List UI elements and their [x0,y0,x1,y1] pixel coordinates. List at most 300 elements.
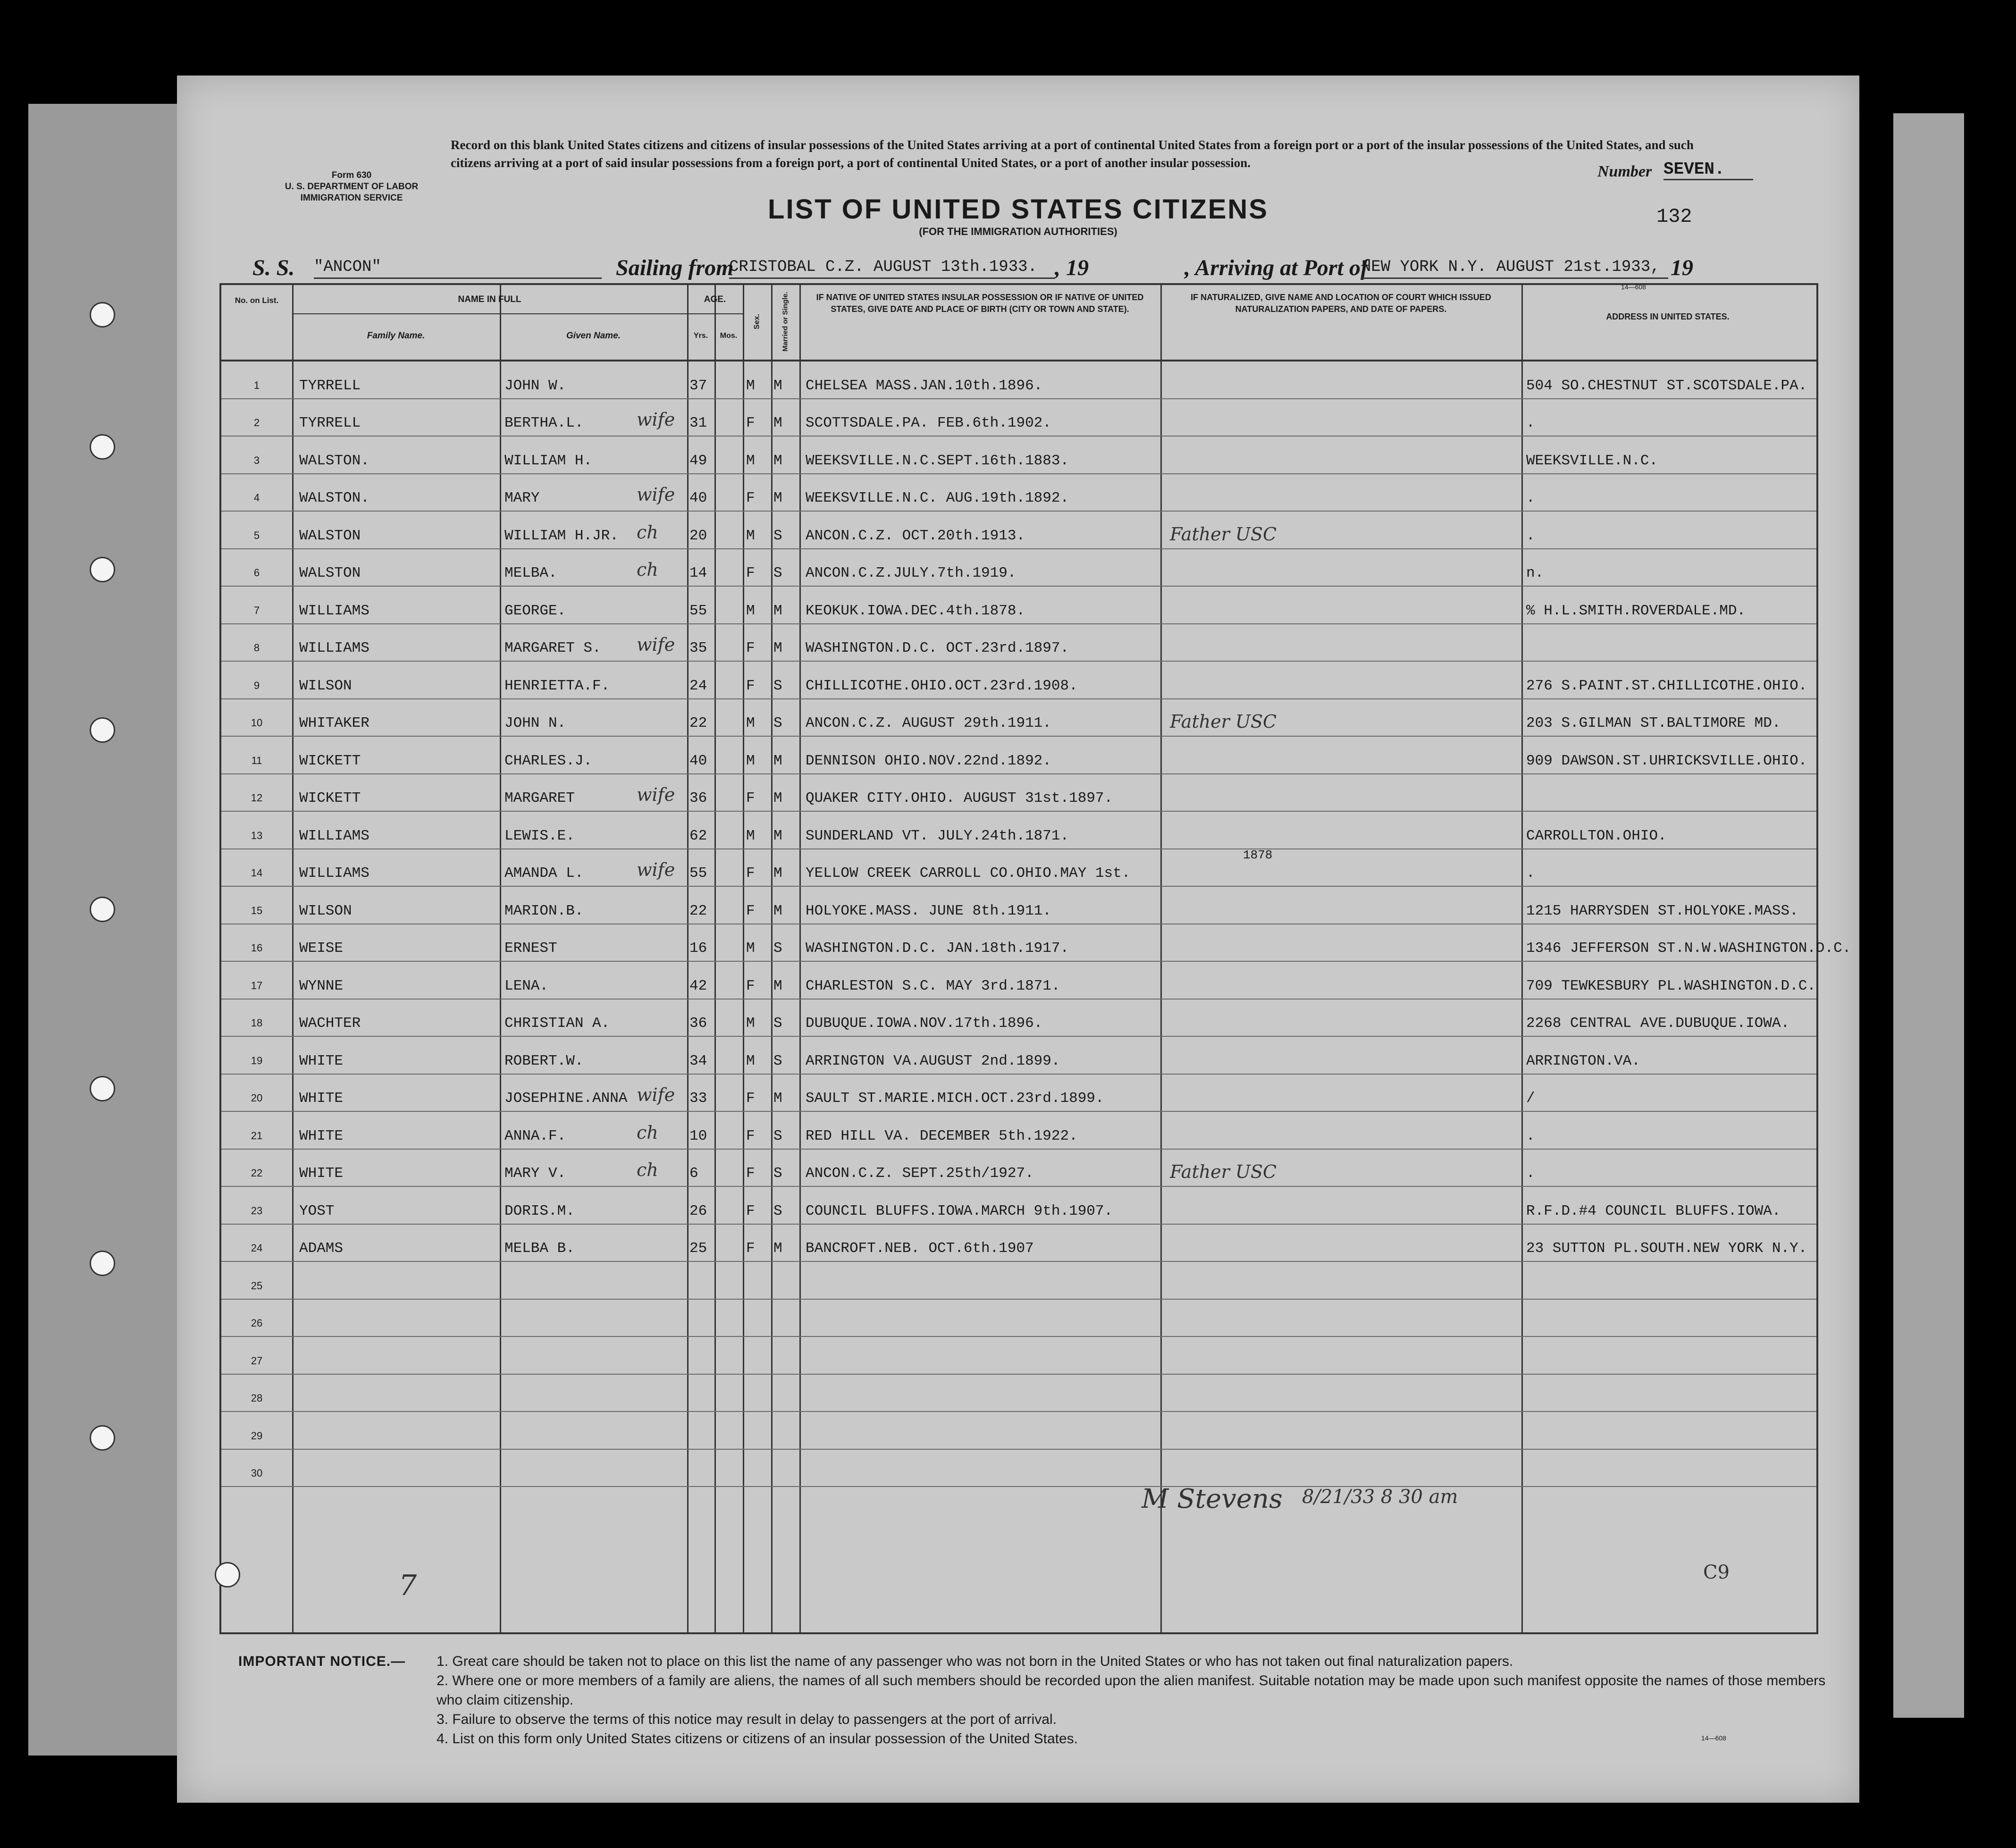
given-name: CHRISTIAN A. [504,1015,610,1032]
address: / [1526,1090,1535,1107]
given-name: WILLIAM H.JR. [504,527,619,544]
given-name: MELBA B. [504,1240,575,1257]
family-name: WHITAKER [299,715,370,731]
address: 203 S.GILMAN ST.BALTIMORE MD. [1526,715,1781,731]
birth-date-place: DENNISON OHIO.NOV.22nd.1892. [806,752,1051,769]
given-name: MARGARET [504,790,575,806]
number-label: Number [1597,163,1652,180]
row-rule [221,1036,1816,1037]
birth-date-place: CHELSEA MASS.JAN.10th.1896. [806,377,1043,394]
address: ARRINGTON.VA. [1526,1052,1640,1069]
age-years: 34 [689,1052,707,1069]
birth-date-place: RED HILL VA. DECEMBER 5th.1922. [806,1127,1078,1144]
family-name: WILSON [299,902,352,919]
sex: M [746,602,755,619]
relationship-note: wife [637,859,675,880]
address: 2268 CENTRAL AVE.DUBUQUE.IOWA. [1526,1015,1790,1032]
relationship-note: ch [637,1159,658,1180]
inspector-signature: M Stevens [1142,1484,1283,1514]
row-number: 25 [251,1279,263,1292]
family-name: WILLIAMS [299,640,370,656]
age-years: 35 [689,640,707,656]
marital-status: M [773,1240,782,1257]
form-instructions: Record on this blank United States citizens and citizens of insular possessions of the United States arriving at a port of continental United States from a foreign port or a port of the insular possessions of the United States, and such citizens arriving at a port of said insular possessions from a foreign port, a port of continental United States, or a port of another insular possession. [451,138,1694,170]
row-rule [221,1486,1816,1487]
address: 709 TEWKESBURY PL.WASHINGTON.D.C. [1526,977,1816,994]
binder-hole [90,434,115,460]
row-rule [221,586,1816,587]
binder-hole [90,717,115,743]
form-service: IMMIGRATION SERVICE [300,193,403,203]
passenger-table [219,283,1851,1634]
underlying-sheet-right [1893,113,1964,1718]
row-number: 5 [253,529,260,541]
binder-hole [90,302,115,328]
given-name: AMANDA L. [504,865,584,882]
sex: F [746,790,755,806]
row-number: 29 [251,1429,263,1442]
row-rule [221,961,1816,962]
relationship-note: wife [637,784,675,805]
header-given-name: Given Name. [566,331,621,341]
name-subheader-rule [292,313,687,314]
column-divider [771,285,773,1632]
given-name: JOSEPHINE.ANNA [504,1090,628,1107]
birth-date-place: WASHINGTON.D.C. JAN.18th.1917. [806,940,1069,957]
manifest-page [177,76,1859,1803]
print-code-bottom: 14—608 [1701,1734,1726,1742]
sex: M [746,377,755,394]
given-name: MARY V. [504,1165,566,1182]
address: WEEKSVILLE.N.C. [1526,452,1658,469]
family-name: WILLIAMS [299,602,370,619]
row-number: 15 [251,904,263,916]
address: CARROLLTON.OHIO. [1526,827,1667,844]
row-number: 26 [251,1317,263,1329]
birth-date-place: ANCON.C.Z. AUGUST 29th.1911. [806,715,1051,731]
notice-item: 4. List on this form only United States citizens or citizens of an insular possession of the United States. [437,1731,1078,1747]
column-divider [500,285,501,1632]
sex: F [746,865,755,882]
family-name: WHITE [299,1052,344,1069]
relationship-note: wife [637,634,675,655]
column-divider [292,285,294,1632]
marital-status: S [773,527,782,544]
marital-status: M [773,640,782,656]
row-rule [221,1111,1816,1112]
marital-status: M [773,902,782,919]
address: . [1526,415,1535,431]
birth-date-place: YELLOW CREEK CARROLL CO.OHIO.MAY 1st. [806,865,1131,882]
given-name: MARY [504,490,540,506]
row-number: 4 [253,492,260,504]
address: 1346 JEFFERSON ST.N.W.WASHINGTON.D.C. [1526,940,1851,957]
age-years: 33 [689,1090,707,1107]
binder-hole [90,1076,115,1101]
age-years: 40 [689,752,707,769]
birth-date-place: WASHINGTON.D.C. OCT.23rd.1897. [806,640,1069,656]
row-rule [221,999,1816,1000]
birth-date-place: WEEKSVILLE.N.C.SEPT.16th.1883. [806,452,1069,469]
row-rule [221,1074,1816,1075]
sex: M [746,752,755,769]
binder-hole [90,1251,115,1276]
marital-status: S [773,940,782,957]
row-number: 8 [253,642,260,654]
address: 909 DAWSON.ST.UHRICKSVILLE.OHIO. [1526,752,1807,769]
family-name: TYRRELL [299,377,361,394]
address: % H.L.SMITH.ROVERDALE.MD. [1526,602,1746,619]
birth-date-place: HOLYOKE.MASS. JUNE 8th.1911. [806,902,1051,919]
age-years: 55 [689,865,707,882]
age-years: 26 [689,1202,707,1219]
row-number: 30 [251,1467,263,1479]
relationship-note: wife [637,484,675,505]
given-name: ANNA.F. [504,1127,566,1144]
age-years: 62 [689,827,707,844]
given-name: MARGARET S. [504,640,601,656]
binder-hole [90,557,115,582]
row-number: 27 [251,1354,263,1367]
row-number: 14 [251,867,263,879]
row-number: 10 [251,717,263,729]
family-name: WHITE [299,1165,344,1182]
family-name: WALSTON [299,565,361,581]
row-rule [221,698,1816,699]
age-years: 6 [689,1165,698,1182]
marital-status: S [773,1052,782,1069]
marital-status: M [773,752,782,769]
age-years: 31 [689,415,707,431]
header-mos: Mos. [720,332,738,340]
birth-date-place: QUAKER CITY.OHIO. AUGUST 31st.1897. [806,790,1113,806]
birth-date-place: BANCROFT.NEB. OCT.6th.1907 [806,1240,1034,1257]
age-years: 55 [689,602,707,619]
row-rule [221,773,1816,774]
given-name: JOHN W. [504,377,566,394]
row-rule [221,1374,1816,1375]
header-married-single: Married or Single. [781,292,790,352]
row-number: 22 [251,1167,263,1179]
naturalization-note: Father USC [1170,1161,1277,1182]
birth-date-place: COUNCIL BLUFFS.IOWA.MARCH 9th.1907. [806,1202,1113,1219]
relationship-note: ch [637,521,658,543]
age-subheader-rule [687,313,743,314]
row-number: 11 [251,754,262,766]
family-name: WHITE [299,1090,344,1107]
binder-hole [215,1562,240,1588]
column-divider [1521,285,1523,1632]
year-label-2: 19 [1671,255,1693,280]
column-divider [687,285,689,1632]
sex: F [746,1240,755,1257]
row-number: 20 [251,1092,263,1104]
sex: F [746,677,755,694]
age-years: 40 [689,490,707,506]
header-address: ADDRESS IN UNITED STATES. [1606,312,1730,321]
number-value: SEVEN. [1663,160,1753,180]
marital-status: S [773,715,782,731]
marital-status: M [773,790,782,806]
relationship-note: wife [637,409,675,430]
header-family-name: Family Name. [367,331,425,341]
family-name: WYNNE [299,977,344,994]
age-years: 24 [689,677,707,694]
notice-item: 1. Great care should be taken not to place on this list the name of any passenger who was not born in the United States or who has not taken out final naturalization papers. [437,1654,1513,1669]
row-number: 24 [251,1242,263,1254]
sex: M [746,827,755,844]
sex: F [746,977,755,994]
sex: F [746,1127,755,1144]
underlying-sheet-left [28,104,198,1756]
bottom-mark: C9 [1703,1562,1730,1583]
age-years: 22 [689,902,707,919]
row-number: 12 [251,792,263,804]
given-name: ROBERT.W. [504,1052,584,1069]
sex: M [746,715,755,731]
address: 1215 HARRYSDEN ST.HOLYOKE.MASS. [1526,902,1798,919]
sex: F [746,565,755,581]
header-yrs: Yrs. [693,332,708,340]
given-name: GEORGE. [504,602,566,619]
sex: F [746,640,755,656]
column-divider [1160,285,1162,1632]
row-rule [221,511,1816,512]
given-name: LEWIS.E. [504,827,575,844]
family-name: WACHTER [299,1015,361,1032]
row-number: 3 [253,454,260,466]
row-rule [221,398,1816,399]
birth-date-place: ARRINGTON VA.AUGUST 2nd.1899. [806,1052,1060,1069]
marital-status: M [773,827,782,844]
row-rule [221,1186,1816,1187]
sex: F [746,1090,755,1107]
page-subtitle: (FOR THE IMMIGRATION AUTHORITIES) [919,226,1117,237]
row-rule [221,1224,1816,1225]
binder-hole [90,897,115,922]
arriving-label: , Arriving at Port of [1184,255,1368,280]
sex: M [746,1015,755,1032]
sex: M [746,527,755,544]
page-number: 132 [1656,205,1692,228]
address: . [1526,1165,1535,1182]
marital-status: S [773,677,782,694]
header-sex: Sex. [753,314,761,329]
relationship-note: wife [637,1084,675,1105]
inspector-signature-date: 8/21/33 8 30 am [1302,1486,1458,1508]
family-name: WALSTON. [299,490,370,506]
sex: M [746,940,755,957]
marital-status: M [773,602,782,619]
address: . [1526,865,1535,882]
given-name: MARION.B. [504,902,584,919]
birth-date-place: SAULT ST.MARIE.MICH.OCT.23rd.1899. [806,1090,1104,1107]
sailing-value: CRISTOBAL C.Z. AUGUST 13th.1933. [729,255,1055,279]
address: 23 SUTTON PL.SOUTH.NEW YORK N.Y. [1526,1240,1807,1257]
year-label-1: , 19 [1055,255,1089,280]
birth-date-place: CHILLICOTHE.OHIO.OCT.23rd.1908. [806,677,1078,694]
birth-date-place: ANCON.C.Z. SEPT.25th/1927. [806,1165,1034,1182]
age-years: 10 [689,1127,707,1144]
row-number: 17 [251,979,263,991]
given-name: WILLIAM H. [504,452,593,469]
birth-date-place: CHARLESTON S.C. MAY 3rd.1871. [806,977,1060,994]
birth-date-place: SCOTTSDALE.PA. FEB.6th.1902. [806,415,1051,431]
birth-year-insert: 1878 [1243,848,1273,862]
sex: F [746,902,755,919]
age-years: 14 [689,565,707,581]
family-name: WALSTON [299,527,361,544]
arriving-value: NEW YORK N.Y. AUGUST 21st.1933, [1361,255,1668,279]
birth-date-place: DUBUQUE.IOWA.NOV.17th.1896. [806,1015,1043,1032]
row-rule [221,886,1816,887]
age-years: 42 [689,977,707,994]
row-rule [221,736,1816,737]
age-years: 36 [689,790,707,806]
family-name: WILSON [299,677,352,694]
row-rule [221,1261,1816,1262]
family-name: WILLIAMS [299,865,370,882]
row-number: 23 [251,1204,263,1217]
family-name: WICKETT [299,752,361,769]
family-name: WALSTON. [299,452,370,469]
header-name-in-full: NAME IN FULL [458,294,521,304]
relationship-note: ch [637,559,658,580]
given-name: MELBA. [504,565,557,581]
age-years: 49 [689,452,707,469]
marital-status: M [773,977,782,994]
birth-date-place: ANCON.C.Z.JULY.7th.1919. [806,565,1016,581]
ss-label: S. S. [252,255,295,280]
birth-date-place: SUNDERLAND VT. JULY.24th.1871. [806,827,1069,844]
form-department: U. S. DEPARTMENT OF LABOR [285,182,419,192]
address: R.F.D.#4 COUNCIL BLUFFS.IOWA. [1526,1202,1781,1219]
age-years: 36 [689,1015,707,1032]
header-rule [221,360,1816,361]
row-number: 1 [253,379,260,391]
family-name: WICKETT [299,790,361,806]
marital-status: M [773,865,782,882]
row-rule [221,473,1816,474]
sex: F [746,415,755,431]
family-name: TYRRELL [299,415,361,431]
form-number: Form 630 [331,170,372,180]
family-name: WILLIAMS [299,827,370,844]
row-number: 6 [253,567,260,579]
address: . [1526,1127,1535,1144]
relationship-note: ch [637,1122,658,1143]
binder-hole [90,1425,115,1451]
sex: F [746,1202,755,1219]
given-name: HENRIETTA.F. [504,677,610,694]
address: . [1526,527,1535,544]
given-name: DORIS.M. [504,1202,575,1219]
address: n. [1526,565,1544,581]
family-name: YOST [299,1202,335,1219]
header-naturalized: IF NATURALIZED, GIVE NAME AND LOCATION OF COURT WHICH ISSUED NATURALIZATION PAPERS, AND DATE OF PAPERS. [1191,293,1491,314]
column-divider [799,285,801,1632]
address: 276 S.PAINT.ST.CHILLICOTHE.OHIO. [1526,677,1807,694]
row-rule [221,1336,1816,1337]
naturalization-note: Father USC [1170,523,1277,545]
notice-heading: IMPORTANT NOTICE.— [238,1654,406,1669]
row-number: 19 [251,1054,263,1067]
row-rule [221,1449,1816,1450]
marital-status: S [773,565,782,581]
column-divider [743,285,744,1632]
sailing-label: Sailing from [616,255,734,280]
family-name: WEISE [299,940,344,957]
marital-status: S [773,1165,782,1182]
sex: F [746,490,755,506]
age-years: 20 [689,527,707,544]
row-rule [221,1149,1816,1150]
row-number: 9 [253,679,260,691]
age-years: 22 [689,715,707,731]
row-rule [221,661,1816,662]
given-name: CHARLES.J. [504,752,593,769]
sex: F [746,1165,755,1182]
address: 504 SO.CHESTNUT ST.SCOTSDALE.PA. [1526,377,1807,394]
birth-date-place: KEOKUK.IOWA.DEC.4th.1878. [806,602,1025,619]
page-title: LIST OF UNITED STATES CITIZENS [768,194,1268,225]
marital-status: M [773,490,782,506]
notice-item: 2. Where one or more members of a family are aliens, the names of all such members should be recorded upon the alien manifest. Suitable notation may be made upon such manifest opposite the names of those members who claim citizenship. [437,1673,1826,1708]
notice-item: 3. Failure to observe the terms of this notice may result in delay to passengers at the port of arrival. [437,1712,1057,1727]
marital-status: M [773,415,782,431]
marital-status: M [773,1090,782,1107]
marital-status: M [773,377,782,394]
header-birth: IF NATIVE OF UNITED STATES INSULAR POSSESSION OR IF NATIVE OF UNITED STATES, GIVE DATE AND PLACE OF BIRTH (CITY OR TOWN AND STATE). [816,293,1144,314]
birth-date-place: WEEKSVILLE.N.C. AUG.19th.1892. [806,490,1069,506]
row-rule [221,623,1816,624]
row-number: 16 [251,942,263,954]
sex: M [746,1052,755,1069]
column-divider [714,285,716,1632]
family-name: WHITE [299,1127,344,1144]
row-number: 28 [251,1392,263,1404]
margin-mark: 7 [399,1569,417,1602]
naturalization-note: Father USC [1170,711,1277,732]
row-rule [221,848,1816,849]
age-years: 25 [689,1240,707,1257]
ship-name: "ANCON" [314,255,602,279]
row-number: 18 [251,1017,263,1029]
header-age: AGE. [704,294,726,304]
row-rule [221,548,1816,549]
family-name: ADAMS [299,1240,344,1257]
given-name: LENA. [504,977,549,994]
marital-status: S [773,1127,782,1144]
header-no: No. on List. [235,296,279,305]
row-number: 7 [253,604,260,616]
age-years: 16 [689,940,707,957]
row-rule [221,436,1816,437]
given-name: JOHN N. [504,715,566,731]
age-years: 37 [689,377,707,394]
given-name: ERNEST [504,940,557,957]
row-rule [221,1411,1816,1412]
marital-status: S [773,1202,782,1219]
row-rule [221,811,1816,812]
print-code-top: 14—608 [1621,283,1646,291]
row-rule [221,1299,1816,1300]
birth-date-place: ANCON.C.Z. OCT.20th.1913. [806,527,1025,544]
marital-status: S [773,1015,782,1032]
sex: M [746,452,755,469]
row-number: 13 [251,829,263,841]
given-name: BERTHA.L. [504,415,584,431]
